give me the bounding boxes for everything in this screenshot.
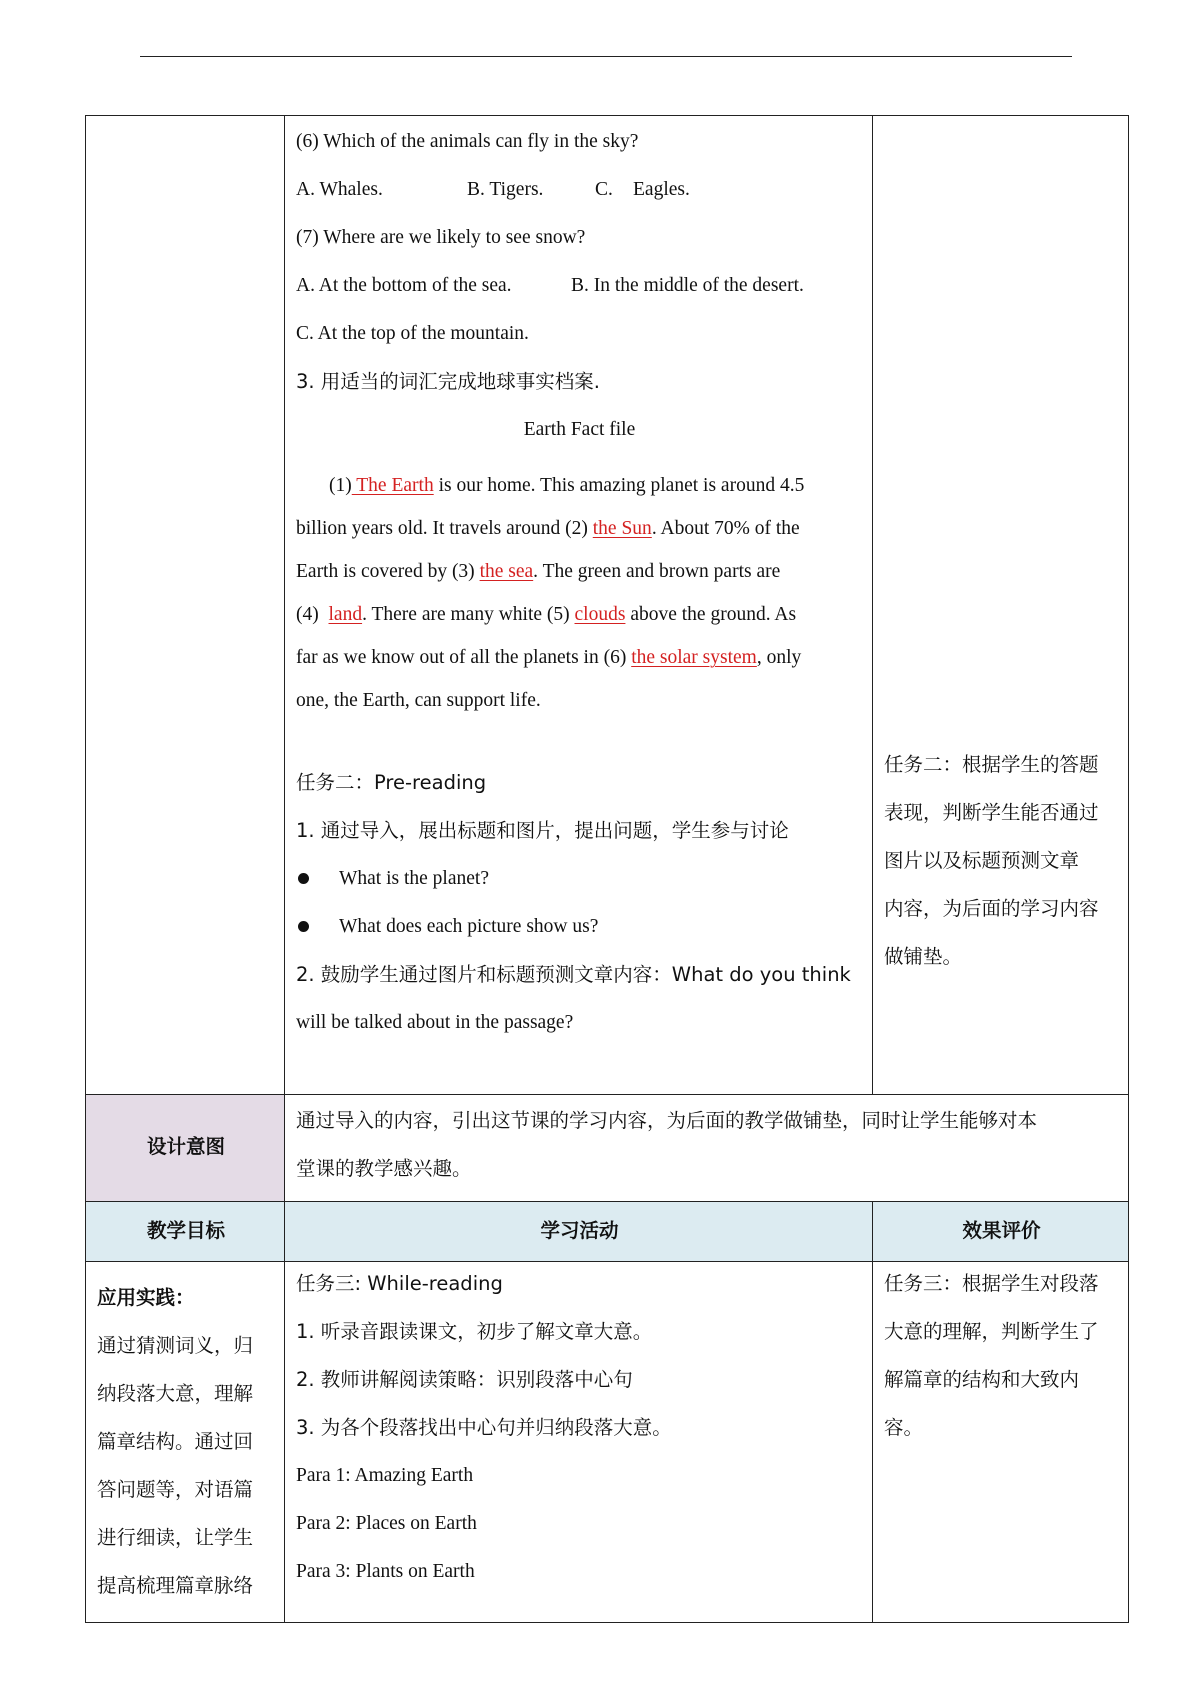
header-effect-evaluation (872, 1201, 1129, 1262)
question-7-option-c: C. At the top of the mountain. (296, 323, 529, 344)
task2-bullet-1: What is the planet? (339, 868, 489, 889)
fact-file-line-4 (296, 601, 796, 629)
fact-text: above the ground. As (625, 604, 797, 625)
evaluation-line: 大意的理解，判断学生了 (884, 1320, 1099, 1343)
evaluation-line: 任务三：根据学生对段落 (884, 1272, 1099, 1295)
question-6-option-c-letter: C. (595, 179, 613, 200)
fact-file-line-2 (296, 515, 800, 543)
fact-file-title: Earth Fact file (523, 419, 636, 440)
activity-line: 任务三: While-reading (296, 1272, 503, 1295)
evaluation-line: 内容，为后面的学习内容 (884, 897, 1099, 920)
design-intent-content-cell (284, 1094, 1129, 1202)
task2-step2: 2. 鼓励学生通过图片和标题预测文章内容：What do you think (296, 963, 851, 986)
page-header-rule (140, 56, 1072, 57)
fact-text: (1) (329, 475, 352, 496)
question-7-option-a: A. At the bottom of the sea. (296, 275, 512, 296)
section1-left-cell (85, 115, 285, 1095)
question-6-option-c-text: Eagles. (633, 179, 690, 200)
evaluation-line: 图片以及标题预测文章 (884, 849, 1080, 872)
fact-file-line-5 (296, 644, 801, 672)
header-teaching-goals (85, 1201, 285, 1262)
answer-blank-4: land (328, 604, 363, 625)
fact-text: . About 70% of the (651, 518, 800, 539)
answer-blank-6: the solar system (631, 647, 757, 668)
column-header-label: 学习活动 (540, 1219, 619, 1242)
answer-blank-1: The Earth (351, 475, 434, 496)
evaluation-line: 解篇章的结构和大致内 (884, 1368, 1080, 1391)
lesson-plan-table (85, 115, 1129, 1623)
fact-text: . The green and brown parts are (533, 561, 781, 582)
question-6: (6) Which of the animals can fly in the sky? (296, 131, 639, 152)
fact-text: (4) (296, 604, 329, 625)
task2-step1: 1. 通过导入，展出标题和图片，提出问题，学生参与讨论 (296, 819, 789, 842)
header-learning-activities (284, 1201, 873, 1262)
goal-line: 篇章结构。通过回 (97, 1430, 254, 1453)
section3-goals-cell (85, 1261, 285, 1623)
question-6-option-b: B. Tigers. (467, 179, 544, 200)
evaluation-line: 容。 (884, 1416, 924, 1439)
section1-activity-cell (284, 115, 873, 1095)
goal-line: 提高梳理篇章脉络 (97, 1574, 254, 1597)
question-7: (7) Where are we likely to see snow? (296, 227, 586, 248)
answer-blank-3: the sea (479, 561, 534, 582)
design-intent-label-cell (85, 1094, 285, 1202)
answer-blank-5: clouds (574, 604, 626, 625)
activity-line: 1. 听录音跟读课文，初步了解文章大意。 (296, 1320, 653, 1343)
design-intent-line: 堂课的教学感兴趣。 (296, 1157, 472, 1180)
activity-line: 2. 教师讲解阅读策略：识别段落中心句 (296, 1368, 633, 1391)
question-7-option-b: B. In the middle of the desert. (571, 275, 804, 296)
fact-text: Earth is covered by (3) (296, 561, 480, 582)
section1-evaluation-cell (872, 115, 1129, 1095)
task2-bullet-2: What does each picture show us? (339, 916, 599, 937)
evaluation-line: 任务二：根据学生的答题 (884, 753, 1099, 776)
paragraph-summary: Para 2: Places on Earth (296, 1513, 477, 1534)
task2-step2-continued: will be talked about in the passage? (296, 1012, 574, 1033)
goal-line: 进行细读，让学生 (97, 1526, 254, 1549)
fact-text: , only (756, 647, 802, 668)
section3-evaluation-cell (872, 1261, 1129, 1623)
bullet-icon (298, 921, 309, 932)
goal-title: 应用实践： (97, 1286, 195, 1309)
design-intent-line: 通过导入的内容，引出这节课的学习内容，为后面的教学做铺垫，同时让学生能够对本 (296, 1109, 1038, 1132)
task1-item3: 3. 用适当的词汇完成地球事实档案. (296, 370, 601, 393)
bullet-icon (298, 873, 309, 884)
section3-activity-cell (284, 1261, 873, 1623)
paragraph-summary: Para 3: Plants on Earth (296, 1561, 475, 1582)
goal-line: 答问题等，对语篇 (97, 1478, 254, 1501)
fact-file-line-1 (329, 472, 804, 500)
fact-file-line-3 (296, 558, 780, 586)
answer-blank-2: the Sun (592, 518, 652, 539)
paragraph-summary: Para 1: Amazing Earth (296, 1465, 474, 1486)
evaluation-line: 做铺垫。 (884, 945, 963, 968)
fact-text: far as we know out of all the planets in (6) (296, 647, 632, 668)
column-header-label: 效果评价 (962, 1219, 1041, 1242)
fact-text: is our home. This amazing planet is around 4.5 (433, 475, 805, 496)
fact-file-line-6: one, the Earth, can support life. (296, 690, 541, 711)
question-6-option-a: A. Whales. (296, 179, 383, 200)
activity-line: 3. 为各个段落找出中心句并归纳段落大意。 (296, 1416, 672, 1439)
column-header-label: 教学目标 (146, 1219, 225, 1242)
evaluation-line: 表现，判断学生能否通过 (884, 801, 1099, 824)
goal-line: 通过猜测词义，归 (97, 1334, 254, 1357)
fact-text: billion years old. It travels around (2) (296, 518, 593, 539)
goal-line: 纳段落大意，理解 (97, 1382, 254, 1405)
task2-title: 任务二：Pre-reading (296, 771, 487, 794)
fact-text: . There are many white (5) (362, 604, 575, 625)
design-intent-label: 设计意图 (146, 1135, 225, 1158)
